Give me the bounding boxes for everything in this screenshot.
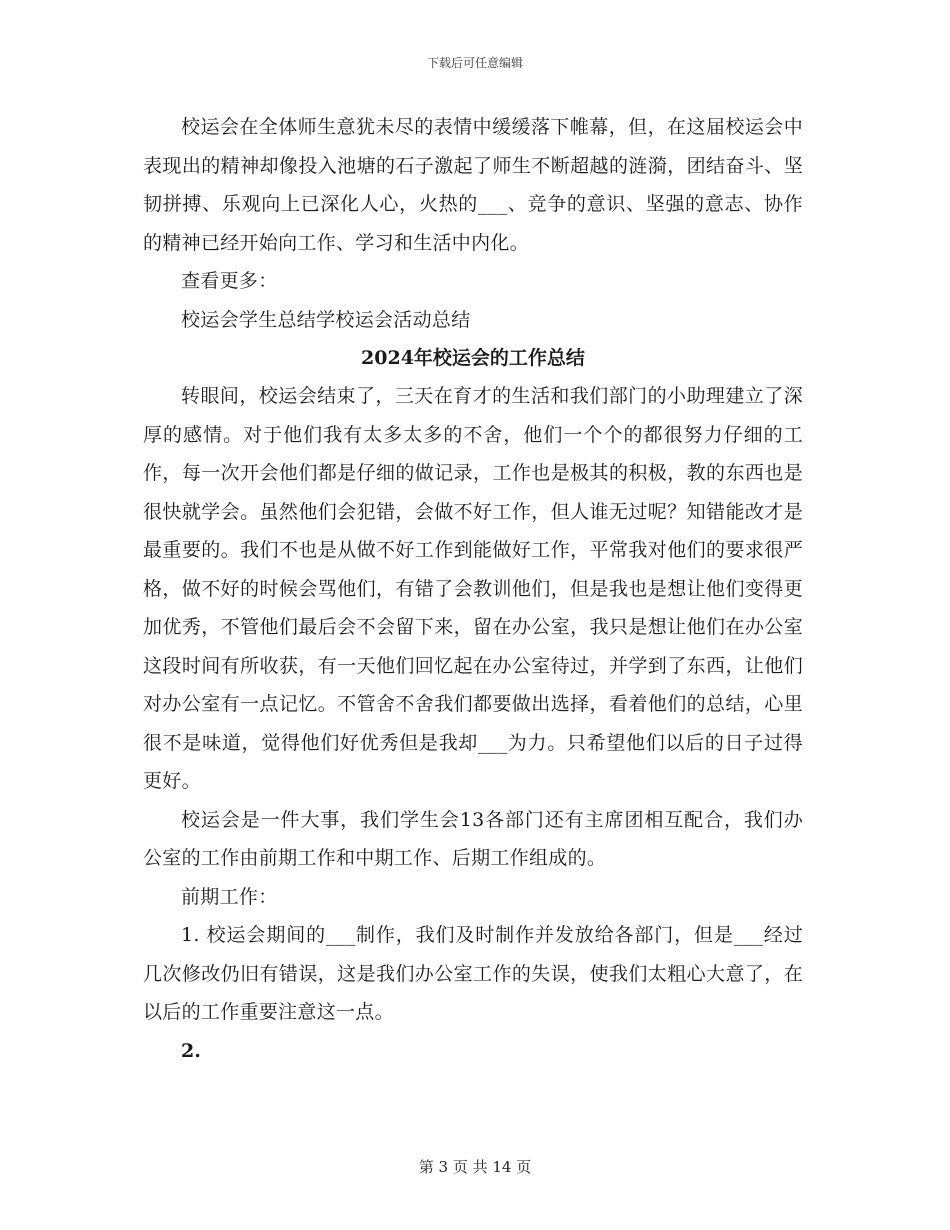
related-link-text: 校运会学生总结学校运会活动总结 [181,308,471,331]
list-item-1: 1. 校运会期间的___制作，我们及时制作并发放给各部门，但是___经过几次修改仍旧有错误，这是我们办公室工作的失误，使我们太粗心大意了，在以后的工作重要注意这一点。 [143,924,803,1023]
early-work-label: 前期工作： [181,885,278,908]
page-header: 下载后可任意编辑 [426,56,523,70]
document-body [143,108,803,1070]
paragraph-closing: 校运会在全体师生意犹未尽的表情中缓缓落下帷幕，但，在这届校运会中表现出的精神却像投入池塘的石子激起了师生不断超越的涟漪，团结奋斗、坚韧拼搏、乐观向上已深化人心，火热的___、竞争的意识、坚强的意志、协作的精神已经开始向工作、学习和生活中内化。 [143,116,803,254]
see-more-label: 查看更多： [181,270,278,292]
page-footer: 第 3 页 共 14 页 [418,1158,532,1176]
list-item-2: 2. [181,1039,201,1062]
paragraph-overview: 校运会是一件大事，我们学生会13各部门还有主席团相互配合，我们办公室的工作由前期工作和中期工作、后期工作组成的。 [143,808,803,869]
paragraph-reflection: 转眼间，校运会结束了，三天在育才的生活和我们部门的小助理建立了深厚的感情。对于他们我有太多太多的不舍，他们一个个的都很努力仔细的工作，每一次开会他们都是仔细的做记录，工作也是极其的积极，教的东西也是很快就学会。虽然他们会犯错，会做不好工作，但人谁无过呢？知错能改才是最重要的。我们不也是从做不好工作到能做好工作，平常我对他们的要求很严格，做不好的时候会骂他们，有错了会教训他们，但是我也是想让他们变得更加优秀，不管他们最后会不会留下来，留在办公室，我只是想让他们在办公室这段时间有所收获，有一天他们回忆起在办公室待过，并学到了东西，让他们对办公室有一点记忆。不管舍不舍我们都要做出选择，看着他们的总结，心里很不是味道，觉得他们好优秀但是我却___为力。只希望他们以后的日子过得更好。 [143,385,803,792]
section-title: 2024年校运会的工作总结 [361,347,585,369]
